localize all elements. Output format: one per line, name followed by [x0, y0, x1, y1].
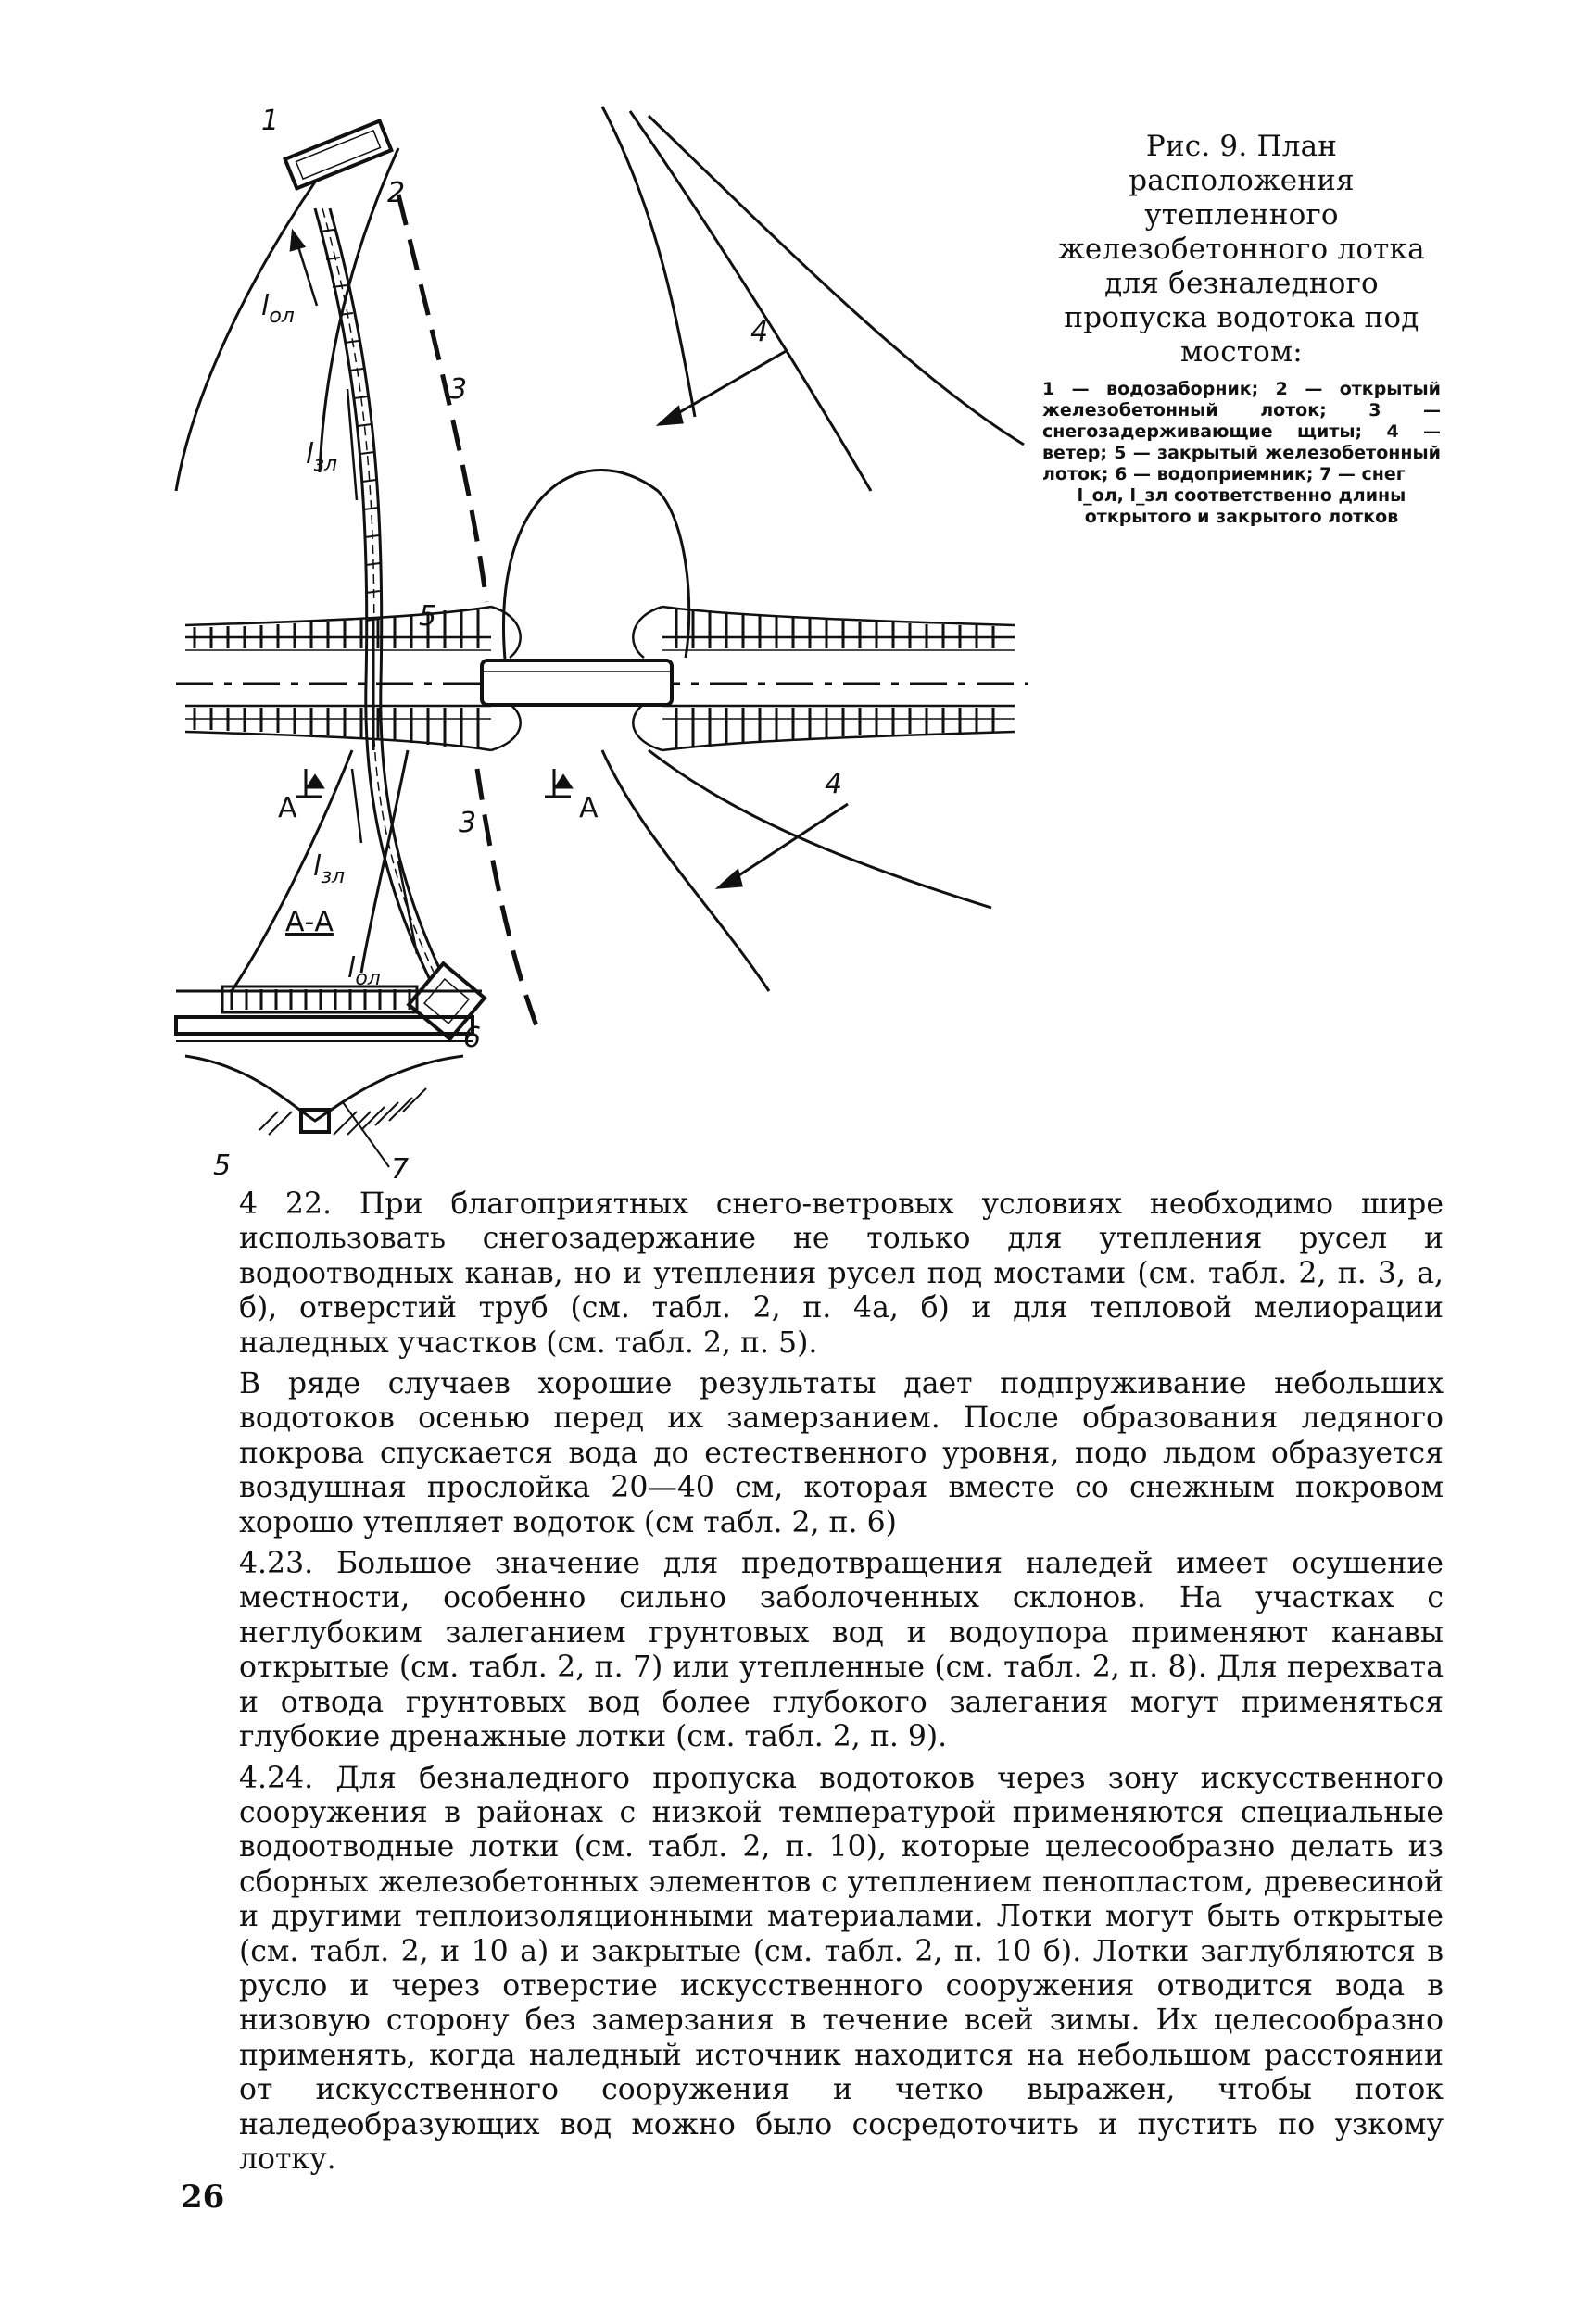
figure-caption [1042, 130, 1441, 528]
label-5: 5 [419, 600, 437, 633]
paragraph-4-22: 4 22. При благоприятных снего-ветровых условиях необходимо шире использовать снегозадержание не только для утепления русел и водоотводных канав, но и утепления русел под мостами (см. табл. 2, п. 3, а, б), отверстий труб (см. табл. 2, п. 4а, б) и для тепловой мелиорации наледных участков (см. табл. 2, п. 5). [239, 1187, 1444, 1360]
section-title: А-А [285, 906, 334, 938]
embankment-lower [185, 706, 1015, 750]
paragraph-4-23: 4.23. Большое значение для предотвращения наледей имеет осушение местности, особенно сильно заболоченных склонов. На участках с неглубоким залеганием грунтовых вод и водоупора применяют канавы открытые (см. табл. 2, п. 7) или утепленные (см. табл. 2, п. 8). Для перехвата и отвода грунтовых вод более глубокого залегания могут применяться глубокие дренажные лотки (см. табл. 2, п. 9). [239, 1547, 1444, 1754]
body-text [239, 1187, 1444, 2183]
label-3-top: 3 [449, 373, 468, 406]
bridge-plan-drawing [158, 102, 1047, 1186]
label-l-zl-bottom: $l_{зл}$ [313, 850, 346, 888]
contour-line [649, 116, 1024, 445]
contour-line [630, 111, 871, 491]
snow-arch [503, 471, 688, 660]
label-3-bottom: 3 [459, 807, 477, 839]
label-1: 1 [261, 105, 280, 137]
caption-legend [1042, 379, 1441, 528]
label-l-ol-bottom: $l_{ол}$ [347, 952, 381, 990]
label-7-section: 7 [391, 1153, 410, 1186]
paragraph-4-24: 4.24. Для безналедного пропуска водотоков через зону искусственного сооружения в районах с низкой температурой применяются специальные водоотводные лотки (см. табл. 2, п. 10), которые целесообразно делать из сборных железобетонных элементов с утеплением пенопластом, древесиной и другими теплоизоляционными материалами. Лотки могут быть открытые (см. табл. 2, и 10 а) и закрытые (см. табл. 2, п. 10 б). Лотки заглубляются в русло и через отверстие искусственного сооружения отводится вода в низовую сторону без замерзания в течение всей зимы. Их целесообразно применять, когда наледный источник находится на небольшом расстоянии от искусственного сооружения и четко выражен, чтобы поток наледеобразующих вод можно было сосредоточить и пустить по узкому лотку. [239, 1761, 1444, 2176]
water-intake [285, 121, 392, 189]
label-2: 2 [387, 177, 406, 209]
embankment-upper [185, 607, 1015, 650]
caption-title: Рис. 9. План расположения утепленного железобетонного лотка для безналедного пропуска водотока под мостом: [1058, 130, 1425, 369]
embankment-hatch-upper [195, 608, 993, 648]
label-4-top: 4 [750, 316, 769, 348]
bridge-deck [482, 660, 672, 705]
label-l-ol-top: $l_{ол}$ [261, 290, 295, 328]
paragraph: В ряде случаев хорошие результаты дает подпруживание небольших водотоков осенью перед их замерзанием. После образования ледяного покрова спускается вода до естественного уровня, подо льдом образуется воздушная прослойка 20—40 см, которая вместе со снежным покровом хорошо утепляет водоток (см табл. 2, п. 6) [239, 1367, 1444, 1539]
contour-line [649, 750, 991, 908]
label-4-bottom: 4 [825, 768, 843, 800]
figure-9-diagram [158, 102, 1047, 1186]
label-section-a-left: А [278, 792, 297, 824]
contour-line [176, 144, 343, 491]
embankment-hatch-lower [195, 708, 993, 749]
page-number: 26 [181, 2179, 225, 2216]
label-section-a-right: А [579, 792, 599, 824]
label-5-section: 5 [213, 1149, 232, 1182]
label-l-zl-top: $l_{зл}$ [306, 438, 338, 476]
contour-line [602, 107, 695, 417]
legend-line: 1 — водозаборник; 2 — открытый железобетонный лоток; 3 — снегозадерживающие щиты; 4 — ветер; 5 — закрытый железобетонный лоток; 6 — водоприемник; 7 — снег [1042, 379, 1441, 484]
legend-line: l_ол, l_зл соответственно длины открытого и закрытого лотков [1077, 485, 1406, 527]
label-6: 6 [463, 1022, 482, 1054]
